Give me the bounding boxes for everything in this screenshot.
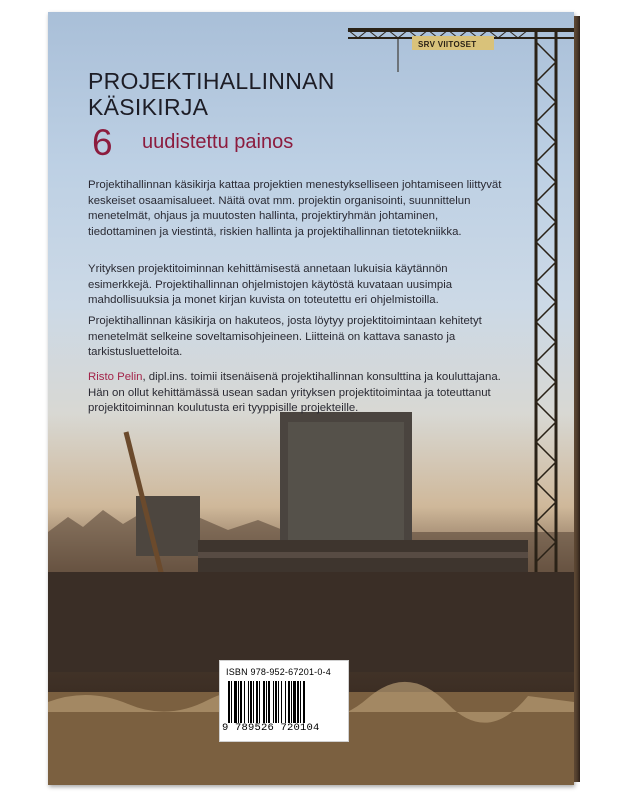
- edition-label: uudistettu painos: [142, 131, 294, 153]
- barcode-icon: [228, 681, 340, 723]
- edition-number: 6: [92, 122, 113, 163]
- book-title: [88, 68, 335, 120]
- crane-sign-text: SRV VIITOSET: [418, 40, 477, 49]
- low-building-band: [198, 552, 528, 558]
- office-tower-windows: [288, 422, 404, 552]
- construction-ground: [48, 572, 574, 672]
- blurb-paragraph-3: Projektihallinnan käsikirja on hakuteos, josta löytyy projektitoimintaan kehitetyt menetelmät selkeine soveltamisohjeineen. Liitteinä on kattava sanasto ja tarkistusluetteloita.: [88, 315, 482, 358]
- blurb-paragraph-2: Yrityksen projektitoiminnan kehittämisestä annetaan lukuisia käytännön esimerkkejä. Projektihallinnan ohjelmistojen käytöstä kuvataan uusimpia mahdollisuuksia ja monet kirjan kuvista on toteutettu eri ohjelmistoilla.: [88, 263, 453, 306]
- isbn-number: ISBN 978-952-67201-0-4: [226, 667, 331, 677]
- book-title-line-2: KÄSIKIRJA: [88, 94, 209, 120]
- author-bio-paragraph: [88, 370, 508, 417]
- book-spine-edge: [574, 16, 580, 782]
- book-title-line-1: PROJEKTIHALLINNAN: [88, 68, 335, 94]
- book-back-cover: [48, 12, 574, 785]
- ean-digits: 9 789526 720104: [222, 722, 320, 734]
- author-bio: , dipl.ins. toimii itsenäisenä projektihallinnan konsulttina ja kouluttajana. Hän on ollut kehittämässä usean sadan yrityksen projektitoimintaa ja toteuttanut projektitoiminnan koulutusta eri tyyppisille projekteille.: [88, 371, 501, 414]
- blurb-paragraph-1: Projektihallinnan käsikirja kattaa projektien menestykselliseen johtamiseen liittyvät keskeiset osaamisalueet. Näitä ovat mm. projektin organisointi, suunnittelun menetelmät, ohjaus ja muutosten hallinta, projektiryhmän johtaminen, tiedottaminen ja viestintä, riskien hallinta ja projektihallinnan tietotekniikka.: [88, 179, 502, 238]
- isbn-barcode-label: [219, 660, 349, 742]
- author-name: Risto Pelin: [88, 371, 143, 383]
